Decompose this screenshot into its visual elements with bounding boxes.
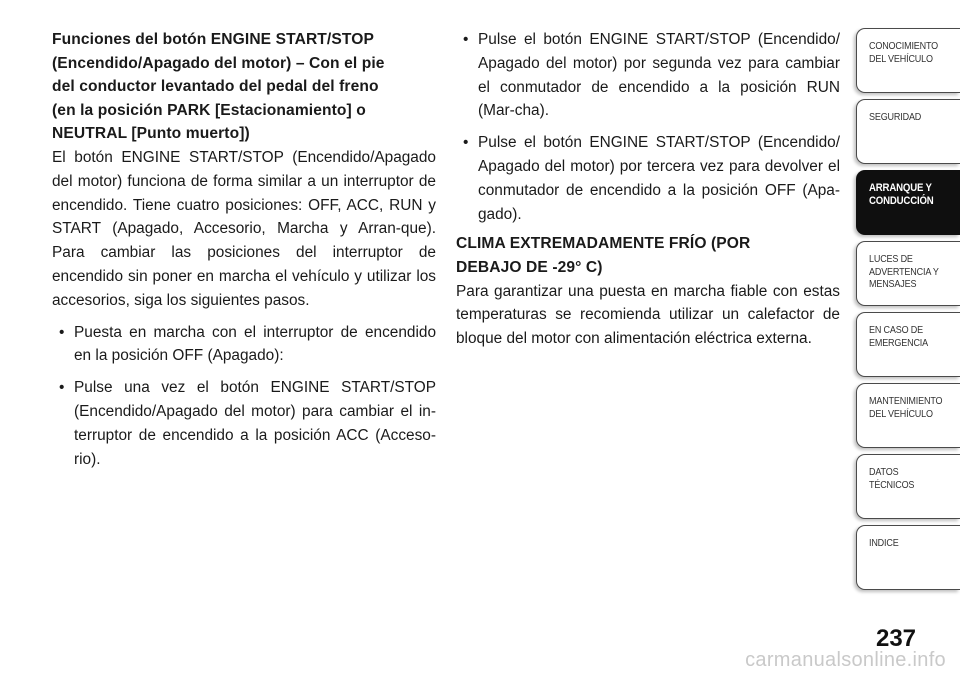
tab-label: ARRANQUE Y CONDUCCIÓN bbox=[869, 182, 934, 207]
body-paragraph: Para garantizar una puesta en marcha fiable con estas temperaturas se recomienda utilizar un calefactor de bloque del motor con alimentación eléctrica externa. bbox=[456, 282, 840, 348]
bullet-symbol: • bbox=[463, 134, 469, 152]
heading-line: (en la posición PARK [Estacionamiento] o bbox=[52, 101, 366, 119]
list-item-text: Pulse una vez el botón ENGINE START/STOP (Encendido/Apagado del motor) para cambiar el in-terruptor de encendido a la posición ACC (Acceso-rio). bbox=[74, 379, 436, 468]
bullet-list bbox=[52, 321, 436, 472]
tab-en-caso-de-emergencia[interactable] bbox=[856, 312, 960, 377]
tab-luces-de-advertencia[interactable] bbox=[856, 241, 960, 306]
list-item bbox=[52, 376, 436, 471]
list-item-text: Pulse el botón ENGINE START/STOP (Encendido/ Apagado del motor) por segunda vez para cambiar el conmutador de encendido a la posición RUN (Mar-cha). bbox=[478, 31, 840, 120]
list-item bbox=[456, 131, 840, 226]
heading-line: Funciones del botón ENGINE START/STOP bbox=[52, 31, 374, 48]
tab-label: LUCES DE ADVERTENCIA Y MENSAJES bbox=[869, 253, 939, 290]
body-paragraph: El botón ENGINE START/STOP (Encendido/Apagado del motor) funciona de forma similar a un interruptor de encendido. Tiene cuatro posiciones: OFF, ACC, RUN y START (Apagado, Accesorio, Marcha y Arran-que). Para cambiar las posiciones del interruptor de encendido sin poner en marcha el vehículo y utilizar los accesorios, siga los siguientes pasos. bbox=[52, 148, 436, 309]
tab-label: DATOS TÉCNICOS bbox=[869, 466, 915, 491]
chapter-tab-nav bbox=[856, 28, 960, 596]
bullet-symbol: • bbox=[59, 323, 65, 341]
tab-indice[interactable] bbox=[856, 525, 960, 590]
bullet-symbol: • bbox=[463, 31, 469, 48]
section-heading-engine-start-stop bbox=[52, 28, 436, 146]
tab-label: CONOCIMIENTO DEL VEHÍCULO bbox=[869, 40, 939, 65]
tab-label: INDICE bbox=[869, 537, 899, 549]
watermark: carmanualsonline.info bbox=[745, 649, 946, 671]
heading-line: del conductor levantado del pedal del freno bbox=[52, 78, 379, 96]
list-item bbox=[52, 321, 436, 369]
left-column bbox=[52, 28, 436, 471]
list-item bbox=[456, 28, 840, 123]
tab-conocimiento-del-vehiculo[interactable] bbox=[856, 28, 960, 93]
bullet-symbol: • bbox=[59, 379, 65, 397]
page-number: 237 bbox=[875, 625, 917, 652]
section-heading-extreme-cold bbox=[456, 232, 840, 279]
tab-arranque-y-conduccion[interactable] bbox=[856, 170, 960, 235]
heading-line: DEBAJO DE -29° C) bbox=[456, 258, 603, 276]
heading-line: NEUTRAL [Punto muerto]) bbox=[52, 125, 250, 143]
right-column bbox=[456, 28, 840, 351]
tab-seguridad[interactable] bbox=[856, 99, 960, 164]
tab-label: EN CASO DE EMERGENCIA bbox=[869, 324, 928, 349]
tab-label: SEGURIDAD bbox=[869, 111, 922, 123]
tab-mantenimiento-del-vehiculo[interactable] bbox=[856, 383, 960, 448]
list-item-text: Puesta en marcha con el interruptor de encendido en la posición OFF (Apagado): bbox=[74, 323, 436, 365]
list-item-text: Pulse el botón ENGINE START/STOP (Encendido/ Apagado del motor) por tercera vez para devolver el conmutador de encendido a la posición OFF (Apa-gado). bbox=[478, 134, 840, 223]
bullet-list bbox=[456, 28, 840, 226]
heading-line: CLIMA EXTREMADAMENTE FRÍO (POR bbox=[456, 235, 751, 253]
heading-line: (Encendido/Apagado del motor) – Con el pie bbox=[52, 54, 385, 72]
tab-datos-tecnicos[interactable] bbox=[856, 454, 960, 519]
tab-label: MANTENIMIENTO DEL VEHÍCULO bbox=[869, 395, 943, 420]
